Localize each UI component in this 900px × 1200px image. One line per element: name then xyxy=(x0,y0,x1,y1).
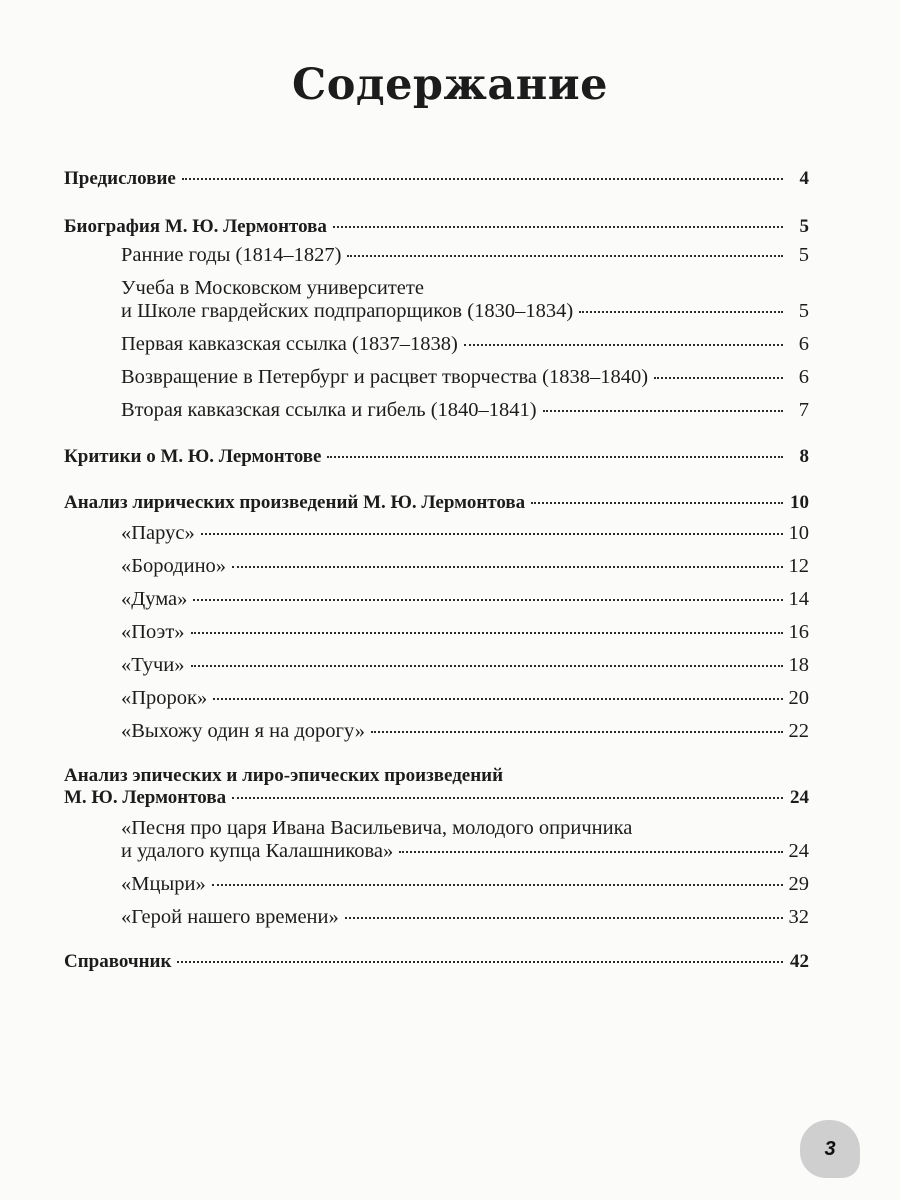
toc-label-line1: Анализ эпических и лиро-эпических произведений xyxy=(64,765,504,786)
toc-label: Критики о М. Ю. Лермонтове xyxy=(64,446,322,467)
toc-label: «Герой нашего времени» xyxy=(121,906,339,928)
toc-entry-epic-analysis[interactable] xyxy=(64,765,809,809)
dot-leader xyxy=(182,178,783,180)
toc-subentry[interactable] xyxy=(64,621,809,644)
toc-page: 24 xyxy=(788,840,809,862)
dot-leader xyxy=(327,456,783,458)
toc-label: и Школе гвардейских подпрапорщиков (1830–1834) xyxy=(121,300,574,322)
toc-page: 18 xyxy=(788,654,809,676)
dot-leader xyxy=(345,917,783,919)
toc-label: «Бородино» xyxy=(121,555,227,577)
toc-label-line1: «Песня про царя Ивана Васильевича, молодого опричника xyxy=(121,817,633,839)
toc-subentry[interactable] xyxy=(64,906,809,929)
toc-subentry[interactable] xyxy=(64,687,809,710)
toc-label: «Выхожу один я на дорогу» xyxy=(121,720,365,742)
toc-subentry[interactable] xyxy=(64,333,809,356)
dot-leader xyxy=(191,665,783,667)
toc-subentry[interactable] xyxy=(64,873,809,896)
toc-page: 16 xyxy=(788,621,809,643)
dot-leader xyxy=(579,311,783,313)
toc-label: Возвращение в Петербург и расцвет творчества (1838–1840) xyxy=(121,366,649,388)
toc-page: 5 xyxy=(798,244,809,266)
toc-label-line1: Учеба в Московском университете xyxy=(121,277,424,299)
dot-leader xyxy=(543,410,783,412)
toc-label: «Пророк» xyxy=(121,687,208,709)
toc-page: 8 xyxy=(799,446,809,467)
toc-page: 5 xyxy=(798,300,809,322)
toc-page: 12 xyxy=(788,555,809,577)
dot-leader xyxy=(654,377,783,379)
toc-label: Справочник xyxy=(64,951,172,972)
toc-page: 6 xyxy=(798,366,809,388)
toc-page: 7 xyxy=(798,399,809,421)
toc-label: Первая кавказская ссылка (1837–1838) xyxy=(121,333,458,355)
toc-page: 6 xyxy=(798,333,809,355)
toc-entry-reference[interactable] xyxy=(64,951,809,973)
table-of-contents xyxy=(64,168,809,973)
toc-label: М. Ю. Лермонтова xyxy=(64,787,227,808)
toc-label: «Парус» xyxy=(121,522,195,544)
dot-leader xyxy=(191,632,783,634)
toc-subentry[interactable] xyxy=(64,244,809,267)
toc-subentry[interactable] xyxy=(64,522,809,545)
toc-subentry[interactable] xyxy=(64,366,809,389)
toc-label: «Тучи» xyxy=(121,654,185,676)
toc-label: «Мцыри» xyxy=(121,873,206,895)
toc-subentry[interactable] xyxy=(64,654,809,677)
page-number: 3 xyxy=(824,1137,836,1160)
dot-leader xyxy=(177,961,783,963)
dot-leader xyxy=(213,698,783,700)
toc-label: Предисловие xyxy=(64,168,176,189)
dot-leader xyxy=(232,797,783,799)
dot-leader xyxy=(371,731,783,733)
toc-label: Вторая кавказская ссылка и гибель (1840–1841) xyxy=(121,399,537,421)
toc-page: 20 xyxy=(788,687,809,709)
toc-subentry[interactable] xyxy=(64,277,809,323)
toc-entry-preface[interactable] xyxy=(64,168,809,190)
toc-page: 5 xyxy=(799,216,809,237)
toc-subentry[interactable] xyxy=(64,720,809,743)
dot-leader xyxy=(193,599,783,601)
toc-entry-biography[interactable] xyxy=(64,216,809,238)
toc-label: «Дума» xyxy=(121,588,188,610)
toc-entry-critics[interactable] xyxy=(64,446,809,468)
toc-label: Ранние годы (1814–1827) xyxy=(121,244,342,266)
dot-leader xyxy=(201,533,783,535)
dot-leader xyxy=(531,502,783,504)
toc-label: «Поэт» xyxy=(121,621,185,643)
toc-page: 22 xyxy=(788,720,809,742)
toc-subentry[interactable] xyxy=(64,817,809,863)
page-title: Содержание xyxy=(292,60,608,110)
toc-page: 10 xyxy=(790,492,809,513)
toc-label: Анализ лирических произведений М. Ю. Лермонтова xyxy=(64,492,526,513)
toc-label: и удалого купца Калашникова» xyxy=(121,840,394,862)
toc-subentry[interactable] xyxy=(64,555,809,578)
toc-label: Биография М. Ю. Лермонтова xyxy=(64,216,327,237)
dot-leader xyxy=(347,255,783,257)
toc-subentry[interactable] xyxy=(64,399,809,422)
toc-page: 10 xyxy=(788,522,809,544)
toc-page: 42 xyxy=(790,951,809,972)
toc-subentry[interactable] xyxy=(64,588,809,611)
toc-page: 24 xyxy=(790,787,809,808)
page-number-badge xyxy=(800,1120,860,1178)
toc-page: 14 xyxy=(788,588,809,610)
toc-page: 29 xyxy=(788,873,809,895)
dot-leader xyxy=(212,884,783,886)
dot-leader xyxy=(232,566,783,568)
dot-leader xyxy=(333,226,783,228)
toc-entry-lyric-analysis[interactable] xyxy=(64,492,809,514)
dot-leader xyxy=(399,851,783,853)
toc-page: 4 xyxy=(799,168,809,189)
toc-page: 32 xyxy=(788,906,809,928)
dot-leader xyxy=(464,344,783,346)
